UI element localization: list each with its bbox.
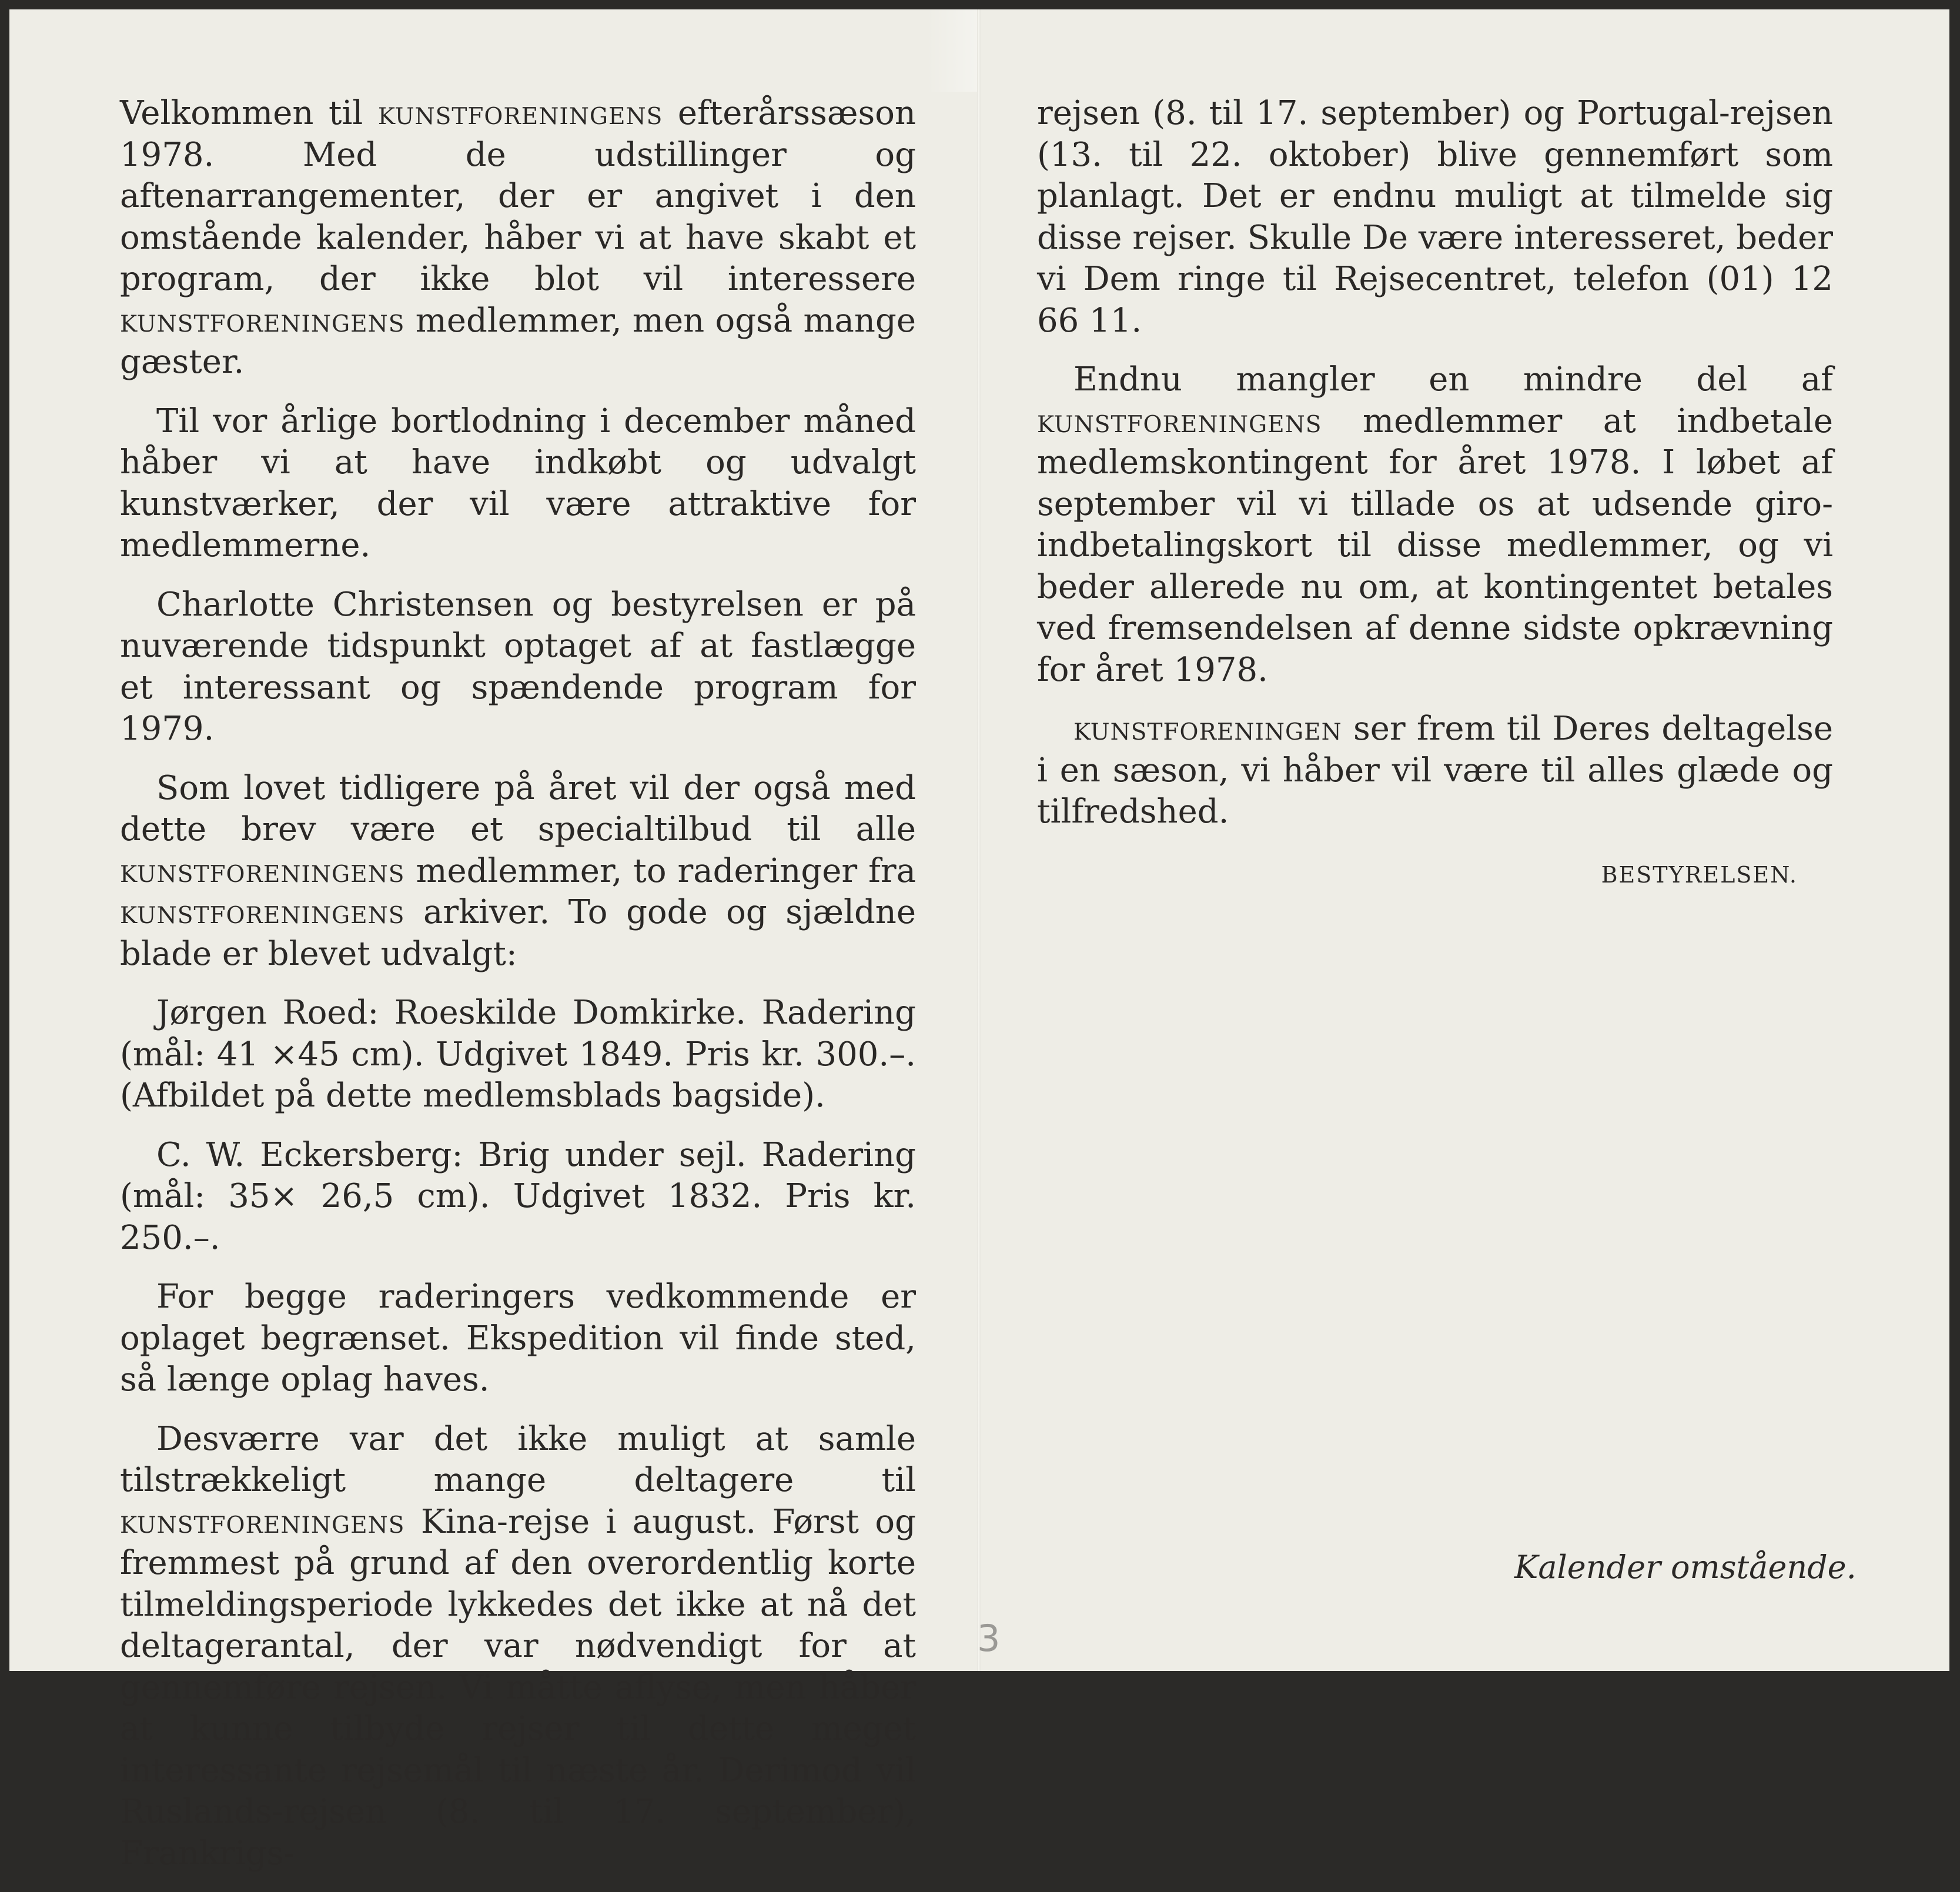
text: Desværre var det ikke muligt at samle tilstrækkeligt mange deltagere til bbox=[120, 1419, 916, 1499]
center-fold bbox=[977, 9, 981, 1671]
org-name: kunstforeningen bbox=[1073, 710, 1342, 748]
calendar-note: Kalender omstående. bbox=[1514, 1549, 1857, 1586]
paragraph-lottery: Til vor årlige bortlodning i december måned håber vi at have indkøbt og udvalgt kunstværker, der vil være attraktive for medlemmerne. bbox=[120, 402, 916, 564]
text: Som lovet tidligere på året vil der også med dette brev være et specialtilbud til alle bbox=[120, 768, 916, 848]
org-name: kunstforeningens bbox=[120, 893, 405, 931]
text: medlemmer, men også mange gæster. bbox=[120, 301, 916, 381]
paragraph-welcome bbox=[120, 93, 916, 383]
text: Velkommen til bbox=[120, 94, 378, 132]
right-page-column bbox=[1037, 93, 1833, 895]
paragraph-travel-continued: rejsen (8. til 17. september) og Portugal-rejsen (13. til 22. oktober) blive gennemført som planlagt. Det er endnu muligt at tilmelde sig disse rejser. Skulle De være interesseret, beder vi Dem ringe til Rejsecentret, telefon (01) 12 66 11. bbox=[1037, 94, 1833, 340]
page-number-mark: 3 bbox=[977, 1617, 1001, 1660]
paragraph-travel bbox=[120, 1419, 916, 1875]
fold-crease-shadow bbox=[927, 9, 977, 92]
paragraph-closing bbox=[1037, 708, 1833, 833]
org-name: kunstforeningens bbox=[120, 301, 405, 340]
document-sheet bbox=[9, 9, 1949, 1873]
paragraph-program-1979: Charlotte Christensen og bestyrelsen er på nuværende tidspunkt optaget af at fastlægge et interessant og spændende program for 1979. bbox=[120, 585, 916, 748]
paragraph-membership-fee bbox=[1037, 359, 1833, 691]
org-name: kunstforeningens bbox=[377, 94, 663, 132]
text: efterårssæson 1978. Med de udstillinger og aftenarrangementer, der er angivet i den omstående kalender, håber vi at have skabt et program, der ikke blot vil interessere bbox=[120, 94, 917, 298]
text: Endnu mangler en mindre del af bbox=[1073, 360, 1833, 399]
paragraph-special-offer bbox=[120, 768, 916, 975]
signature: BESTYRELSEN. bbox=[1601, 861, 1798, 888]
left-page-column bbox=[120, 93, 916, 1892]
paragraph-limited-edition: For begge raderingers vedkommende er oplaget begrænset. Ekspedition vil finde sted, så længe oplag haves. bbox=[120, 1278, 916, 1399]
text: ser frem til Deres deltagelse i en sæson, vi håber vil være til alles glæde og tilfredshed. bbox=[1037, 710, 1833, 831]
paragraph-etching-roed: Jørgen Roed: Roeskilde Domkirke. Radering (mål: 41 ×45 cm). Udgivet 1849. Pris kr. 300.–. (Afbildet på dette medlemsblads bagside). bbox=[120, 994, 916, 1115]
text: Kina-rejse i august. Først og fremmest på grund af den overordentlig korte tilmeldingsperiode lykkedes det ikke at nå det deltagerantal, der var nødvendigt for at gennemføre rejsen. Vi måtte aflyse, men håber at kunne tilbyde rejser til dette meget interessante rejsemål til næste år. Derimod vil Ruslands-rejsen (8. til 17. september), Frankrigs- bbox=[120, 1502, 916, 1873]
text: medlemmer at indbetale medlemskontingent for året 1978. I løbet af september vil vi tillade os at udsende giro-indbetalingskort til disse medlemmer, og vi beder allerede nu om, at kontingentet betales ved fremsendelsen af denne sidste opkrævning for året 1978. bbox=[1037, 402, 1833, 689]
text: medlemmer, to raderinger fra bbox=[404, 851, 916, 890]
org-name: kunstforeningens bbox=[1037, 402, 1322, 440]
paragraph-etching-eckersberg: C. W. Eckersberg: Brig under sejl. Radering (mål: 35× 26,5 cm). Udgivet 1832. Pris kr. 250.–. bbox=[120, 1135, 916, 1257]
org-name: kunstforeningens bbox=[120, 1502, 405, 1541]
text: arkiver. To gode og sjældne blade er blevet udvalgt: bbox=[120, 893, 916, 973]
org-name: kunstforeningens bbox=[120, 851, 405, 890]
